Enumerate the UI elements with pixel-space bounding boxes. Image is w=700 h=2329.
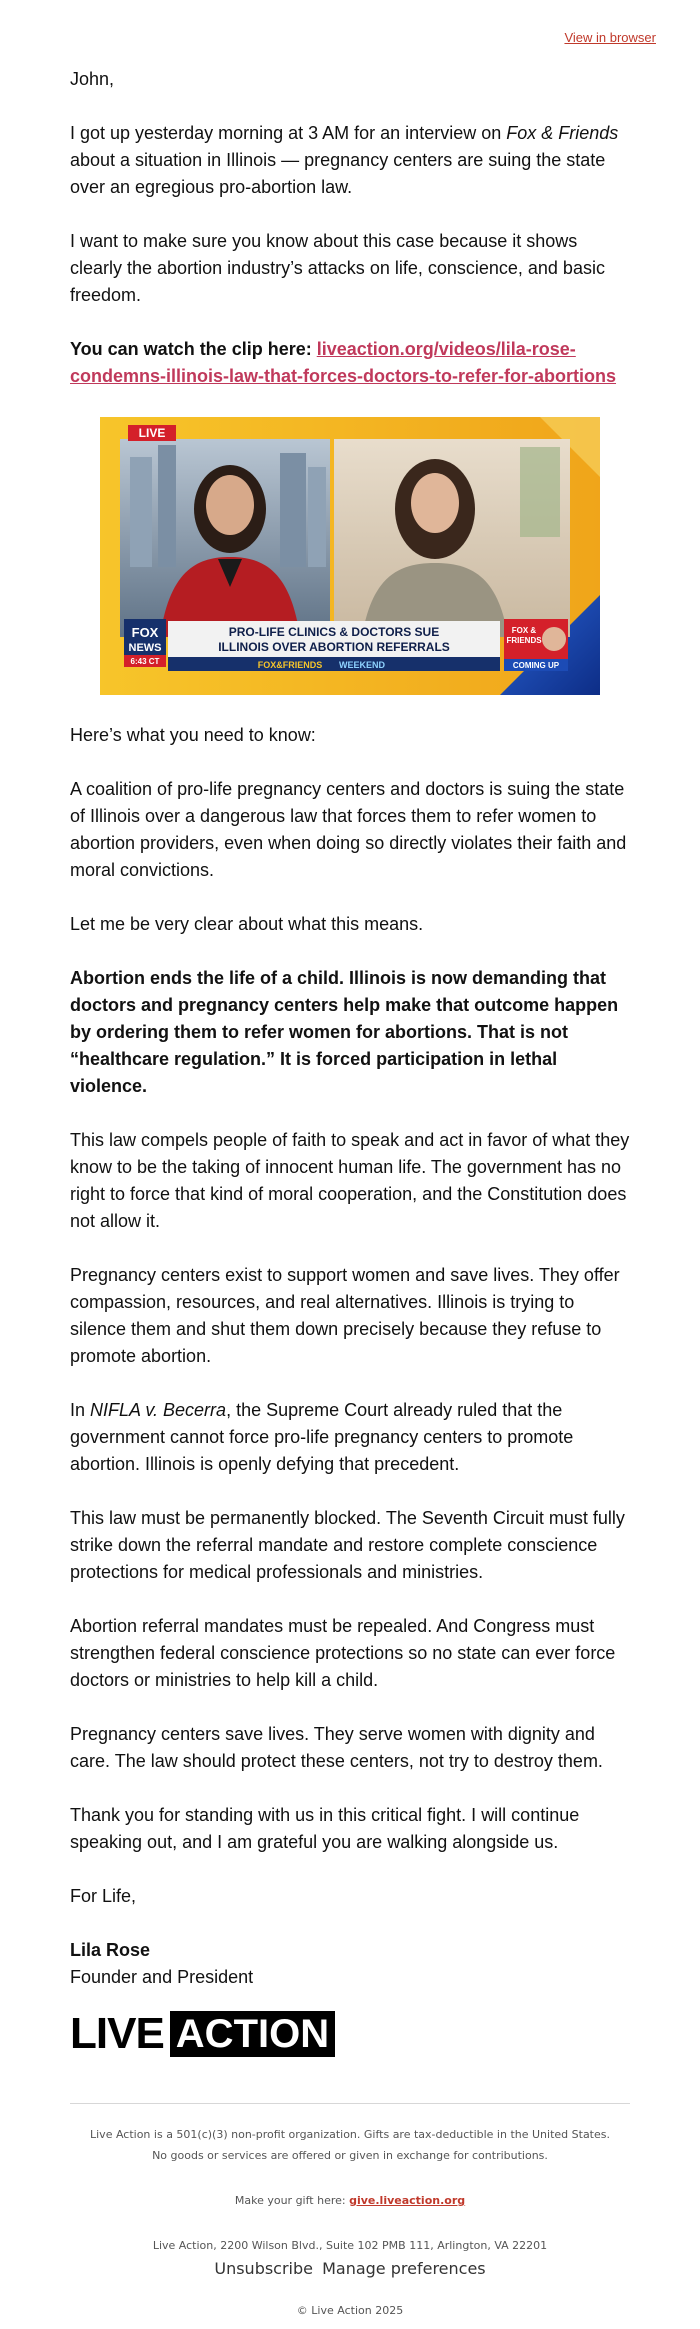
gift-line <box>0 2190 700 2211</box>
headline-line-2: ILLINOIS OVER ABORTION REFERRALS <box>218 640 450 654</box>
paragraph-nifla <box>70 1397 630 1478</box>
time-readout: 6:43 CT <box>130 657 160 666</box>
unsubscribe-link[interactable]: Unsubscribe <box>214 2259 313 2278</box>
nonprofit-line-1: Live Action is a 501(c)(3) non-profit organization. Gifts are tax-deductible in the United States. <box>90 2128 610 2141</box>
coming-up-text: COMING UP <box>512 661 560 670</box>
email-header <box>0 0 700 58</box>
footer-divider <box>70 2103 630 2104</box>
paragraph-need-to-know: Here’s what you need to know: <box>70 725 316 745</box>
news-word: NEWS <box>128 642 162 654</box>
interview-screenshot-graphic <box>100 417 600 695</box>
paragraph-clear: Let me be very clear about what this means. <box>70 914 424 934</box>
logo-action-text: ACTION <box>170 2011 335 2057</box>
intro-text-b: about a situation in Illinois — pregnancy centers are suing the state over an egregious pro-abortion law. <box>70 150 606 197</box>
headline-line-1: PRO-LIFE CLINICS & DOCTORS SUE <box>228 625 440 639</box>
manage-preferences-link[interactable]: Manage preferences <box>322 2259 486 2278</box>
signature-name: Lila Rose <box>70 1940 151 1960</box>
signature-title: Founder and President <box>70 1967 254 1987</box>
mailing-address: Live Action, 2200 Wilson Blvd., Suite 102 PMB 111, Arlington, VA 22201 <box>152 2239 548 2252</box>
closing: For Life, <box>70 1886 137 1906</box>
paragraph-thanks: Thank you for standing with us in this critical fight. I will continue speaking out, and I am grateful you are walking alongside us. <box>70 1805 580 1852</box>
show-bar <box>168 657 500 671</box>
paragraph-coalition: A coalition of pro-life pregnancy centers and doctors is suing the state of Illinois over a dangerous law that forces them to refer women to abortion providers, even when doing so directly violates their faith and moral convictions. <box>70 779 627 880</box>
watch-clip-label: You can watch the clip here: <box>70 339 317 359</box>
nifla-text-b: , the Supreme Court already ruled that the government cannot force pro-life pregnancy centers to promote abortion. Illinois is openly defying that precedent. <box>70 1400 574 1474</box>
intro-text-a: I got up yesterday morning at 3 AM for an interview on <box>70 123 507 143</box>
show-name-emphasis: Fox & Friends <box>506 123 619 143</box>
paragraph-centers: Pregnancy centers exist to support women and save lives. They offer compassion, resources, and real alternatives. Illinois is trying to silence them and shut them down precisely because they refuse to promote abortion. <box>70 1265 620 1366</box>
live-action-logo[interactable] <box>70 2009 330 2058</box>
nifla-text-a: In <box>70 1400 91 1420</box>
paragraph-compels: This law compels people of faith to speak and act in favor of what they know to be the taking of innocent human life. The government has no right to force that kind of moral cooperation, and the Constitution does not allow it. <box>70 1130 630 1231</box>
paragraph-save-lives: Pregnancy centers save lives. They serve women with dignity and care. The law should protect these centers, not try to destroy them. <box>70 1724 603 1771</box>
paragraph-blocked: This law must be permanently blocked. The Seventh Circuit must fully strike down the referral mandate and restore complete conscience protections for medical professionals and ministries. <box>70 1508 625 1582</box>
footer-links <box>0 2258 700 2280</box>
gift-label: Make your gift here: <box>234 2194 350 2207</box>
paragraph-emphasis: Abortion ends the life of a child. Illinois is now demanding that doctors and pregnancy centers help make that outcome happen by ordering them to refer women for abortions. That is not “healthcare regulation.” It is forced participation in lethal violence. <box>70 968 619 1096</box>
email-footer <box>0 2124 700 2321</box>
show-name-b: WEEKEND <box>338 660 386 670</box>
watch-clip-line <box>70 336 630 390</box>
promo-text-b: FRIENDS <box>506 636 542 645</box>
greeting: John, <box>70 69 115 89</box>
paragraph-repealed: Abortion referral mandates must be repealed. And Congress must strengthen federal conscience protections so no state can ever force doctors or ministries to help kill a child. <box>70 1616 616 1690</box>
paragraph-why: I want to make sure you know about this case because it shows clearly the abortion industry’s attacks on life, conscience, and basic freedom. <box>70 231 605 305</box>
nonprofit-line-2: No goods or services are offered or given in exchange for contributions. <box>152 2149 548 2162</box>
gift-link[interactable]: give.liveaction.org <box>349 2194 466 2207</box>
view-in-browser-link[interactable]: View in browser <box>564 30 656 45</box>
fox-word: FOX <box>131 625 159 640</box>
watch-clip-link[interactable]: liveaction.org/videos/lila-rose-condemns-illinois-law-that-forces-doctors-to-refer-for-abortions <box>70 339 617 386</box>
show-name-a: FOX&FRIENDS <box>257 660 323 670</box>
interview-screenshot[interactable] <box>100 417 600 695</box>
email-body <box>0 66 700 2057</box>
copyright: © Live Action 2025 <box>296 2304 404 2317</box>
promo-text-a: FOX & <box>511 626 537 635</box>
case-name-emphasis: NIFLA v. Becerra <box>90 1400 227 1420</box>
live-badge-text: LIVE <box>138 426 166 440</box>
logo-live-text: LIVE <box>70 2009 164 2058</box>
paragraph-intro <box>70 120 630 201</box>
